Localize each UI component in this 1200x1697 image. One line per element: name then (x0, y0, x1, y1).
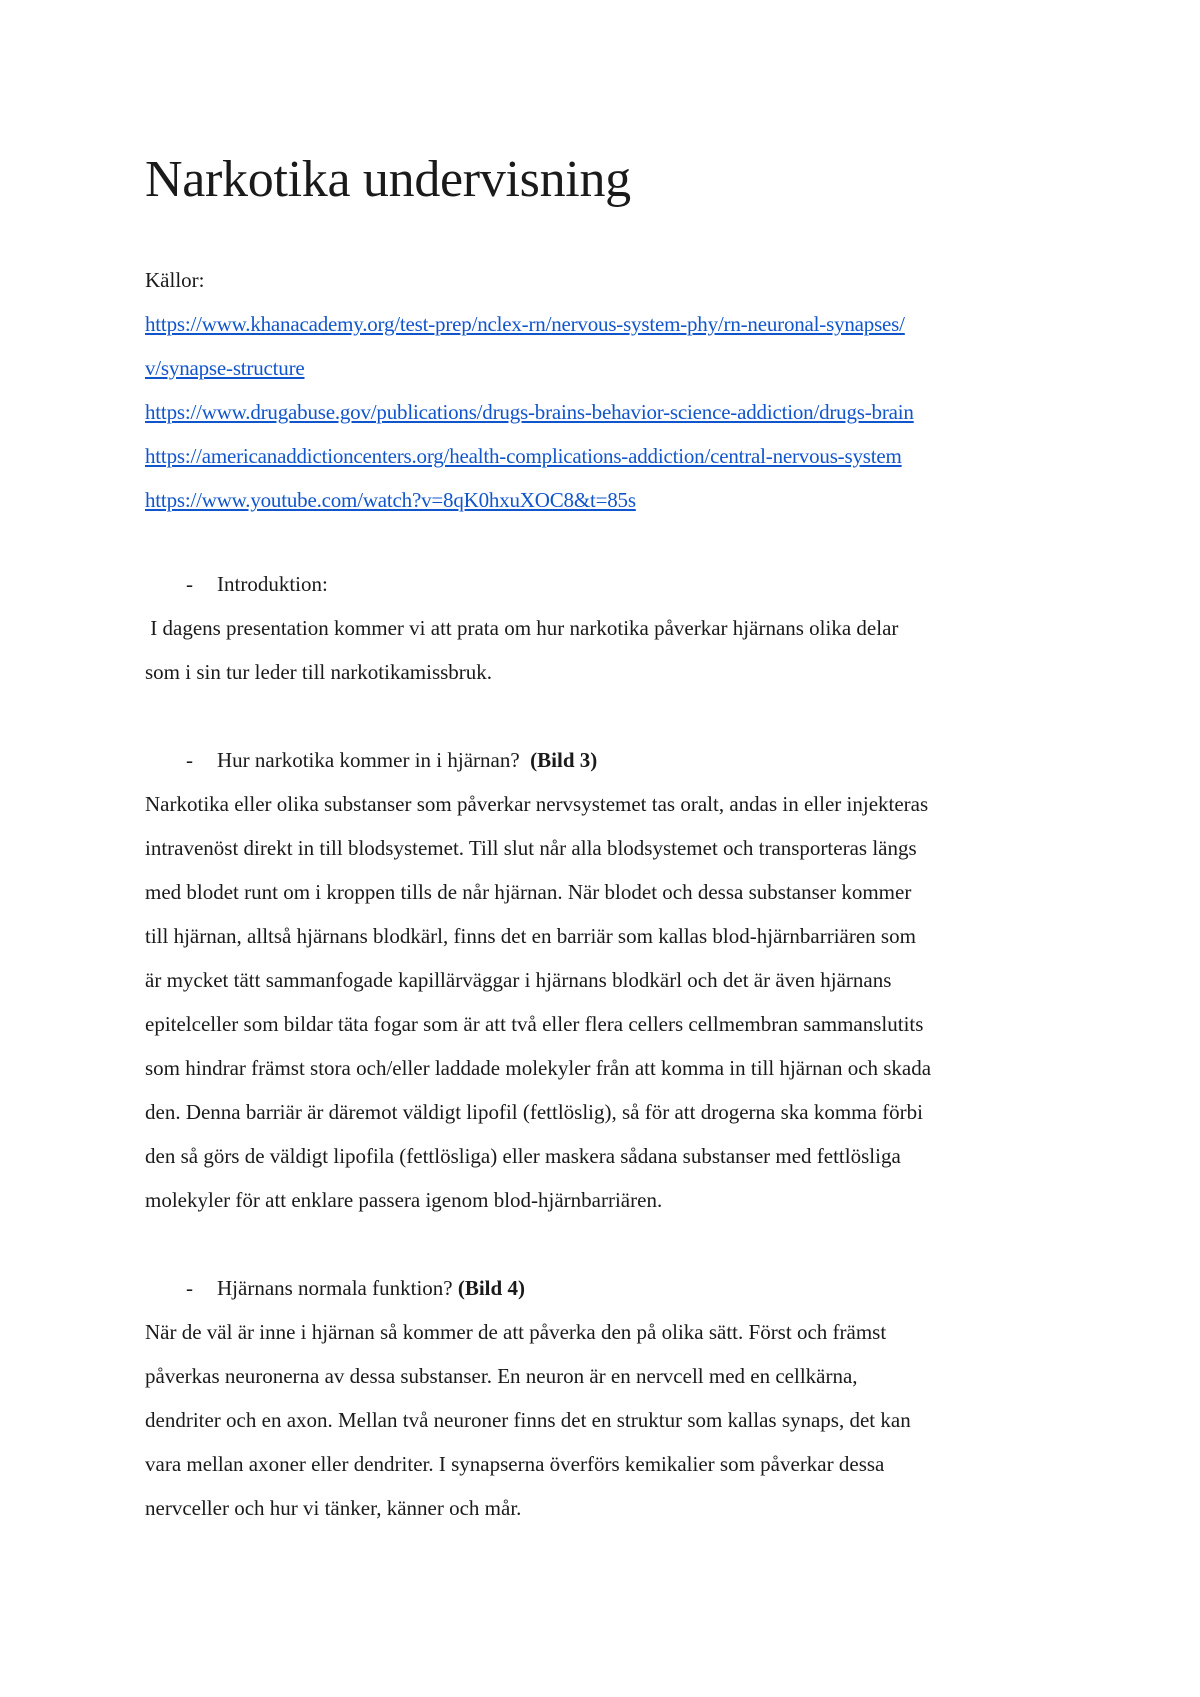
section-paragraph (145, 782, 1065, 1222)
source-link-youtube[interactable]: https://www.youtube.com/watch?v=8qK0hxuXOC8&t=85s (145, 488, 636, 512)
source-link-khanacademy-continued[interactable]: v/synapse-structure (145, 356, 305, 380)
section-heading-text: Hjärnans normala funktion? (217, 1276, 453, 1300)
paragraph-line: intravenöst direkt in till blodsystemet. Till slut når alla blodsystemet och transporteras längs (145, 836, 917, 860)
paragraph-line: nervceller och hur vi tänker, känner och mår. (145, 1496, 522, 1520)
section-drug-entry (145, 738, 1065, 1222)
paragraph-line: När de väl är inne i hjärnan så kommer de att påverka den på olika sätt. Först och främst (145, 1320, 887, 1344)
paragraph-line: I dagens presentation kommer vi att prata om hur narkotika påverkar hjärnans olika delar (145, 616, 899, 640)
bullet-dash: - (186, 572, 193, 596)
slide-reference: (Bild 3) (530, 748, 598, 772)
section-paragraph (145, 1310, 1065, 1530)
section-heading (145, 562, 1065, 606)
sources-block (145, 258, 1075, 522)
sources-label: Källor: (145, 268, 205, 292)
paragraph-line: molekyler för att enklare passera igenom blod-hjärnbarriären. (145, 1188, 663, 1212)
section-introduction (145, 562, 1065, 694)
paragraph-line: dendriter och en axon. Mellan två neuroner finns det en struktur som kallas synaps, det kan (145, 1408, 911, 1432)
section-heading (145, 1266, 1065, 1310)
document-title: Narkotika undervisning (145, 151, 631, 208)
paragraph-line: till hjärnan, alltså hjärnans blodkärl, finns det en barriär som kallas blod-hjärnbarriären som (145, 924, 916, 948)
paragraph-line: är mycket tätt sammanfogade kapillärväggar i hjärnans blodkärl och det är även hjärnans (145, 968, 892, 992)
section-brain-function (145, 1266, 1065, 1530)
paragraph-line: som i sin tur leder till narkotikamissbruk. (145, 660, 493, 684)
bullet-dash: - (186, 748, 193, 772)
slide-reference: (Bild 4) (457, 1276, 525, 1300)
source-link-americanaddictioncenters[interactable]: https://americanaddictioncenters.org/health-complications-addiction/central-nervous-system (145, 444, 902, 468)
paragraph-line: den så görs de väldigt lipofila (fettlösliga) eller maskera sådana substanser med fettlösliga (145, 1144, 901, 1168)
bullet-dash: - (186, 1276, 193, 1300)
source-link-khanacademy[interactable]: https://www.khanacademy.org/test-prep/nclex-rn/nervous-system-phy/rn-neuronal-synapses/ (145, 312, 905, 336)
paragraph-line: epitelceller som bildar täta fogar som är att två eller flera cellers cellmembran sammanslutits (145, 1012, 924, 1036)
source-link-drugabuse[interactable]: https://www.drugabuse.gov/publications/drugs-brains-behavior-science-addiction/drugs-brain (145, 400, 914, 424)
paragraph-line: med blodet runt om i kroppen tills de når hjärnan. När blodet och dessa substanser kommer (145, 880, 912, 904)
section-heading-text: Introduktion: (217, 572, 328, 596)
section-heading-text: Hur narkotika kommer in i hjärnan? (217, 748, 520, 772)
section-paragraph (145, 606, 1065, 694)
paragraph-line: den. Denna barriär är däremot väldigt lipofil (fettlöslig), så för att drogerna ska komma förbi (145, 1100, 923, 1124)
section-heading (145, 738, 1065, 782)
paragraph-line: påverkas neuronerna av dessa substanser. En neuron är en nervcell med en cellkärna, (145, 1364, 858, 1388)
paragraph-line: vara mellan axoner eller dendriter. I synapserna överförs kemikalier som påverkar dessa (145, 1452, 885, 1476)
paragraph-line: Narkotika eller olika substanser som påverkar nervsystemet tas oralt, andas in eller injekteras (145, 792, 929, 816)
paragraph-line: som hindrar främst stora och/eller laddade molekyler från att komma in till hjärnan och skada (145, 1056, 932, 1080)
